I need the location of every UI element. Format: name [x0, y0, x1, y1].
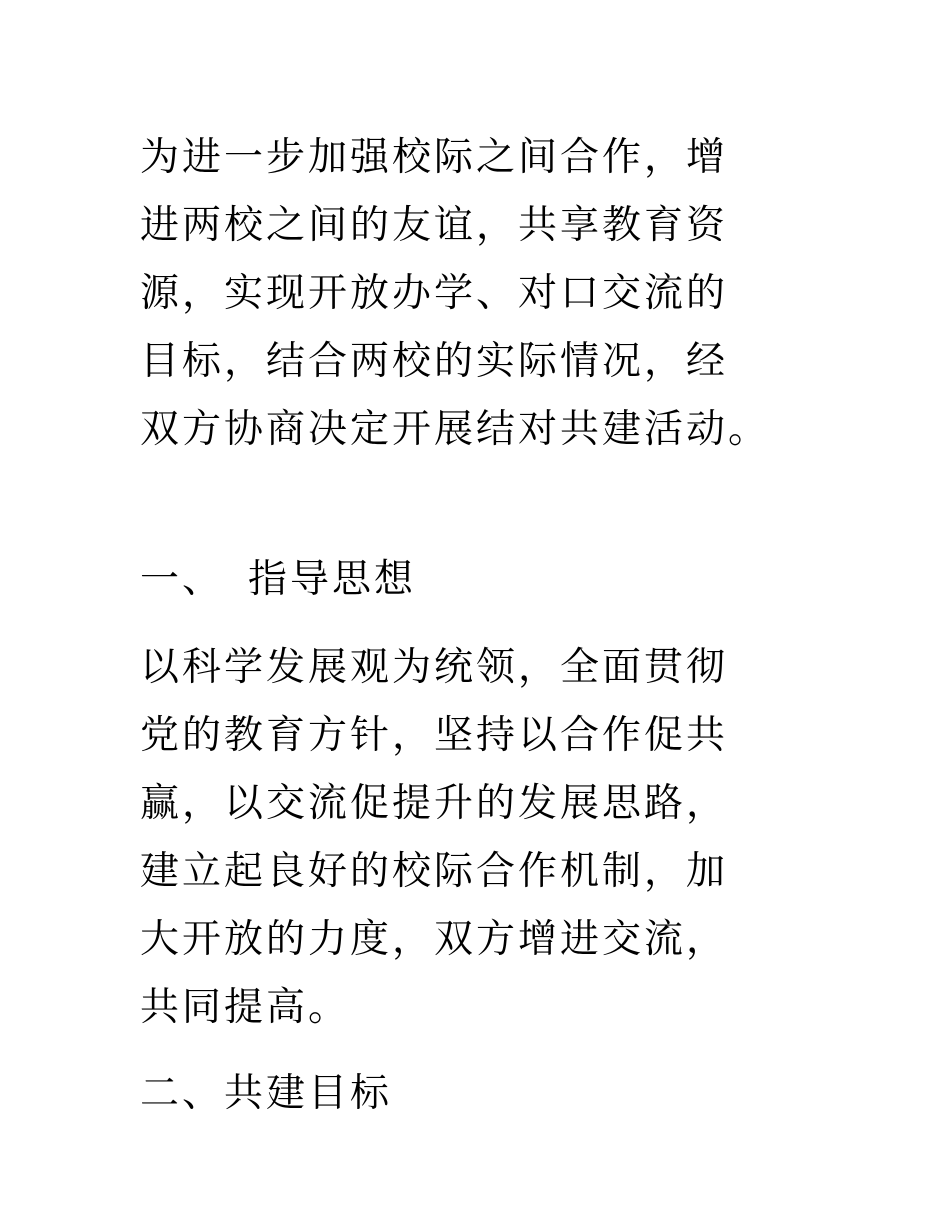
paragraph-line: 源，实现开放办学、对口交流的: [140, 271, 729, 316]
section-1-heading: [140, 546, 416, 614]
paragraph-line: 赢，以交流促提升的发展思路，: [140, 781, 729, 826]
section-1-paragraph: [140, 634, 728, 1042]
paragraph-line: 目标，结合两校的实际情况，经: [140, 339, 729, 384]
section-2-title: 二、共建目标: [140, 1071, 393, 1116]
paragraph-line: 以科学发展观为统领，全面贯彻: [140, 645, 729, 690]
paragraph-line: 党的教育方针，坚持以合作促共: [140, 713, 729, 758]
section-1-number: 一、: [140, 557, 225, 602]
intro-paragraph: [140, 124, 770, 464]
paragraph-line: 大开放的力度，双方增进交流，: [140, 917, 729, 962]
paragraph-line: 共同提高。: [140, 985, 351, 1030]
section-1-title: 指导思想: [248, 557, 417, 602]
paragraph-line: 进两校之间的友谊，共享教育资: [140, 203, 729, 248]
paragraph-line: 建立起良好的校际合作机制，加: [140, 849, 729, 894]
section-2-heading: [140, 1060, 392, 1128]
paragraph-line: 为进一步加强校际之间合作，增: [140, 135, 729, 180]
paragraph-line: 双方协商决定开展结对共建活动。: [140, 407, 771, 452]
